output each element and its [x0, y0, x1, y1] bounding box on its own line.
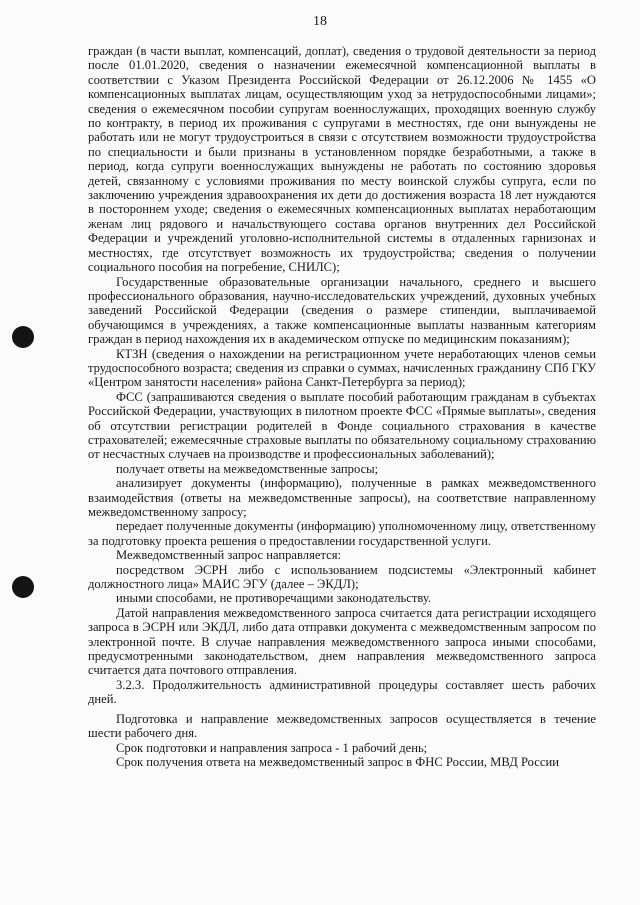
paragraph: Датой направления межведомственного запроса считается дата регистрации исходящего запроса в ЭСРН или ЭКДЛ, либо дата отправки документа с межведомственным запросом по электронной почте. В случае направления межведомственного запроса иными способами, предусмотренными законодательством, днем направления межведомственного запроса считается дата почтового отправления.	[88, 605, 596, 678]
page-number: 18	[313, 14, 327, 29]
paragraph: граждан (в части выплат, компенсаций, доплат), сведения о трудовой деятельности за период после 01.01.2020, сведения о назначении ежемесячной компенсационной выплаты в соответствии с Указом Президента Российской Федерации от 26.12.2006 № 1455 «О компенсационных выплатах лицам, осуществляющим уход за нетрудоспособными лицами»; сведения о ежемесячном пособии супругам военнослужащих, проходящих военную службу по контракту, в период их проживания с супругами в местностях, где они вынуждены не работать или не могут трудоустроиться в связи с отсутствием возможности трудоустройства по специальности и были признаны в установленном порядке безработными, а также в период, когда супруги военнослужащих вынуждены не работать по состоянию здоровья детей, связанному с условиями проживания по месту воинской службы супруга, если по заключению учреждения здравоохранения их дети до достижения возраста 18 лет нуждаются в постороннем уходе; сведения о ежемесячных компенсационных выплатах неработающим женам лиц рядового и начальствующего состава органов внутренних дел Российской Федерации и учреждений уголовно-исполнительной системы в отдаленных гарнизонах и местностях, где отсутствует возможность их трудоустройства; сведения о получении социального пособия на погребение, СНИЛС);	[88, 44, 596, 275]
punch-hole-bottom	[12, 576, 34, 598]
paragraph: передает полученные документы (информацию) уполномоченному лицу, ответственному за подготовку проекта решения о предоставлении государственной услуги.	[88, 519, 596, 548]
paragraph: Срок подготовки и направления запроса - 1 рабочий день;	[116, 740, 428, 755]
paragraph: иными способами, не противоречащими законодательству.	[116, 591, 432, 606]
paragraph: ФСС (запрашиваются сведения о выплате пособий работающим гражданам в субъектах Российской Федерации, участвующих в пилотном проекте ФСС «Прямые выплаты», сведения об отсутствии регистрации родителей в Фонде социального страхования в качестве страхователей; ежемесячные страховые выплаты по обязательному социальному страхованию от несчастных случаев на производстве и профессиональных заболеваний);	[88, 389, 596, 462]
paragraph: анализирует документы (информацию), полученные в рамках межведомственного взаимодействия (ответы на межведомственные запросы), на соответствие направленному межведомственному запросу;	[88, 476, 596, 519]
punch-hole-top	[12, 326, 34, 348]
paragraph: посредством ЭСРН либо с использованием подсистемы «Электронный кабинет должностного лица» МАИС ЭГУ (далее – ЭКДЛ);	[88, 562, 596, 592]
document-body	[88, 44, 596, 769]
paragraph: Подготовка и направление межведомственных запросов осуществляется в течение шести рабочего дня.	[88, 711, 596, 741]
paragraph: Государственные образовательные организации начального, среднего и высшего профессионального образования, научно-исследовательских учреждений, духовных учебных заведений Российской Федерации (сведения о размере стипендии, выплачиваемой обучающимся в учреждениях, а также компенсационные выплаты названным категориям граждан в период нахождения их в академическом отпуске по медицинским показаниям);	[88, 274, 596, 347]
paragraph: получает ответы на межведомственные запросы;	[116, 461, 379, 476]
paragraph: Межведомственный запрос направляется:	[116, 548, 341, 563]
paragraph: КТЗН (сведения о нахождении на регистрационном учете неработающих членов семьи трудоспособного возраста; сведения из справки о суммах, начисленных гражданину СПб ГКУ «Центром занятости населения» района Санкт-Петербурга за период);	[88, 346, 596, 390]
paragraph: Срок получения ответа на межведомственный запрос в ФНС России, МВД России	[116, 754, 559, 769]
section-paragraph: 3.2.3. Продолжительность административной процедуры составляет шесть рабочих дней.	[88, 677, 596, 707]
